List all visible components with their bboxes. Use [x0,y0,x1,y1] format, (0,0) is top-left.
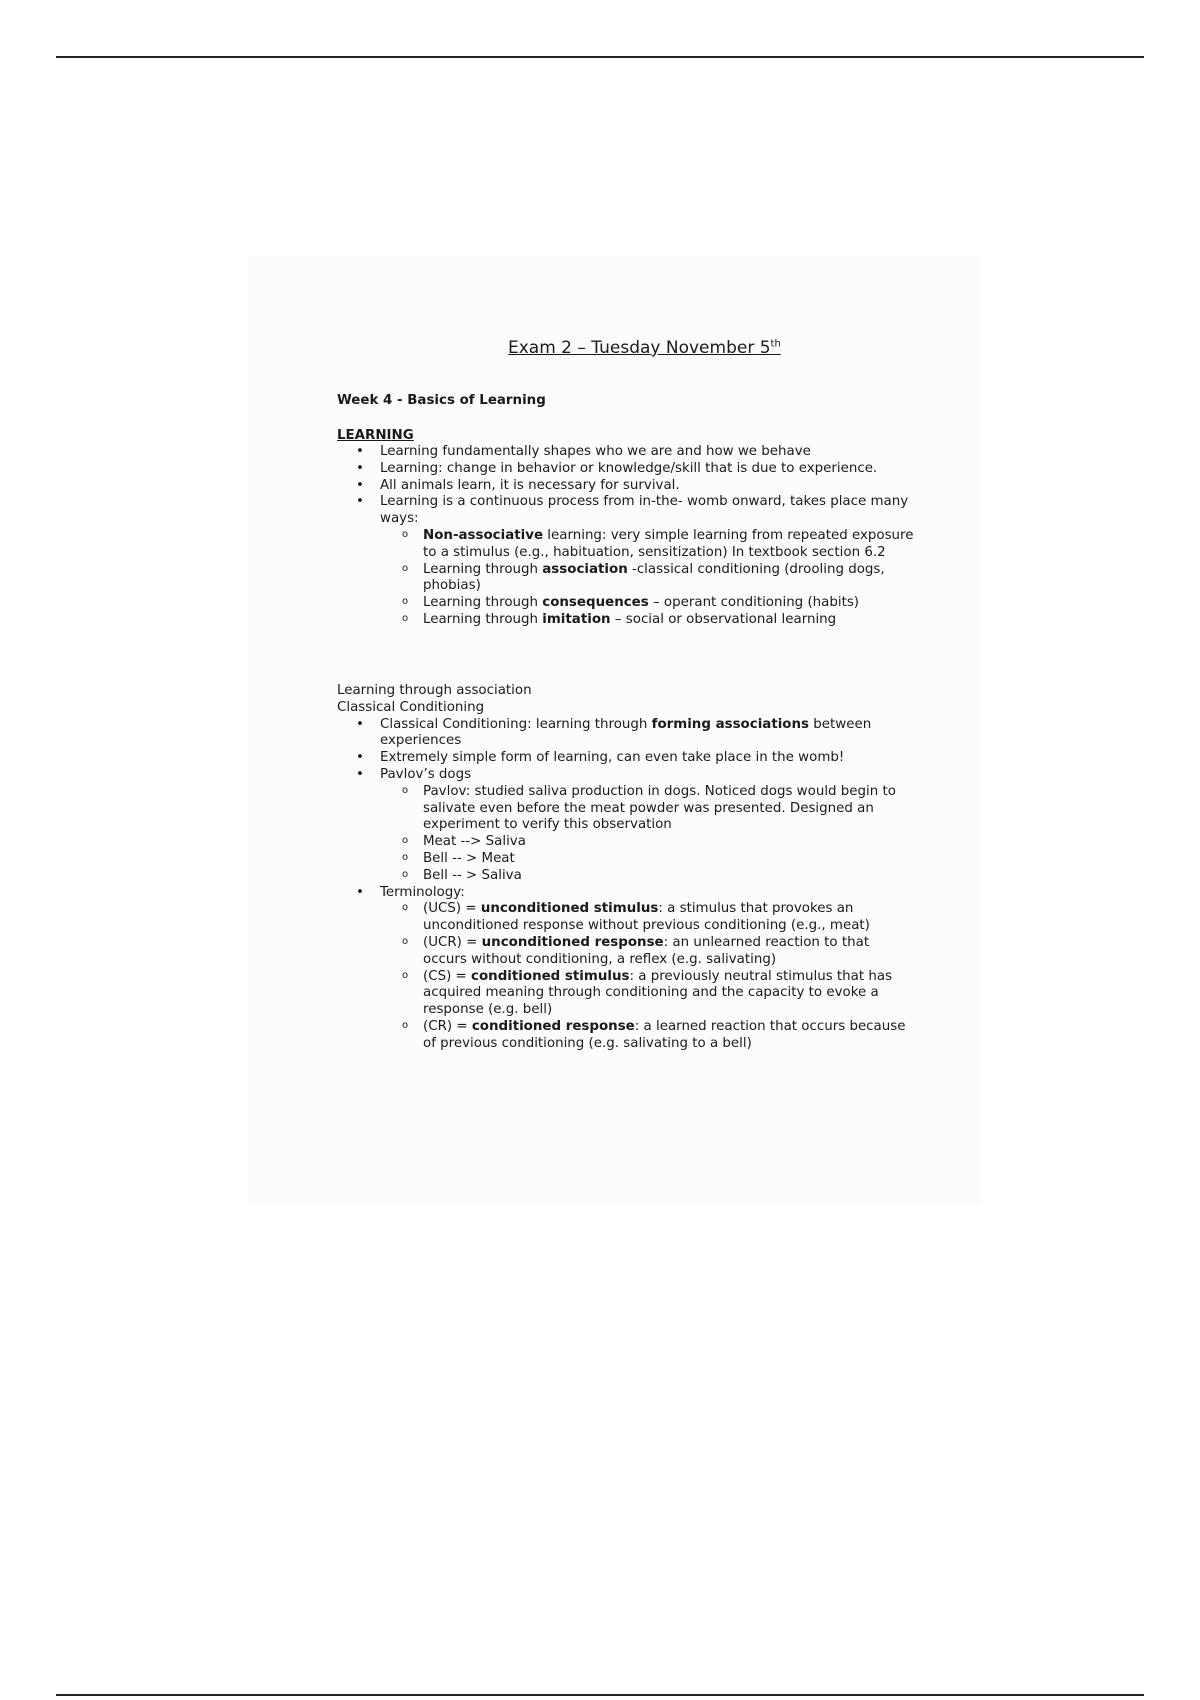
list-item: • Learning fundamentally shapes who we are and how we behave [337,444,917,461]
list-item: o Bell -- > Meat [337,851,917,868]
section-heading: LEARNING [337,428,414,443]
list-item: • Classical Conditioning: learning through forming associations between experiences [337,717,917,751]
list-item: • Learning: change in behavior or knowledge/skill that is due to experience. [337,461,917,478]
list-item: • Learning is a continuous process from in-the- womb onward, takes place many ways: [337,494,917,528]
classical-conditioning-section [337,683,917,1053]
list-item: o Meat --> Saliva [337,834,917,851]
subheading: Classical Conditioning [337,699,485,715]
list-item: • Terminology: [337,885,917,902]
list-item: o (UCS) = unconditioned stimulus: a stimulus that provokes an unconditioned response without previous conditioning (e.g., meat) [337,901,917,935]
list-item: o Learning through association -classical conditioning (drooling dogs, phobias) [337,562,917,596]
list-item: o Bell -- > Saliva [337,868,917,885]
list-item: o Learning through consequences – operant conditioning (habits) [337,595,917,612]
list-item: o (UCR) = unconditioned response: an unlearned reaction to that occurs without conditioning, a reflex (e.g. salivating) [337,935,917,969]
week-heading: Week 4 - Basics of Learning [337,393,546,408]
page-title: Exam 2 – Tuesday November 5th [508,338,781,358]
list-item: o (CS) = conditioned stimulus: a previously neutral stimulus that has acquired meaning through conditioning and the capacity to evoke a response (e.g. bell) [337,969,917,1019]
list-item: o (CR) = conditioned response: a learned reaction that occurs because of previous conditioning (e.g. salivating to a bell) [337,1019,917,1053]
learning-section [337,444,917,629]
bottom-rule [56,1694,1144,1696]
top-rule [56,56,1144,58]
list-item: • Pavlov’s dogs [337,767,917,784]
list-item: o Learning through imitation – social or observational learning [337,612,917,629]
list-item: o Pavlov: studied saliva production in dogs. Noticed dogs would begin to salivate even before the meat powder was presented. Designed an experiment to verify this observation [337,784,917,834]
list-item: • Extremely simple form of learning, can even take place in the womb! [337,750,917,767]
subheading: Learning through association [337,683,532,698]
list-item: o Non-associative learning: very simple learning from repeated exposure to a stimulus (e.g., habituation, sensitization) In textbook section 6.2 [337,528,917,562]
list-item: • All animals learn, it is necessary for survival. [337,478,917,495]
